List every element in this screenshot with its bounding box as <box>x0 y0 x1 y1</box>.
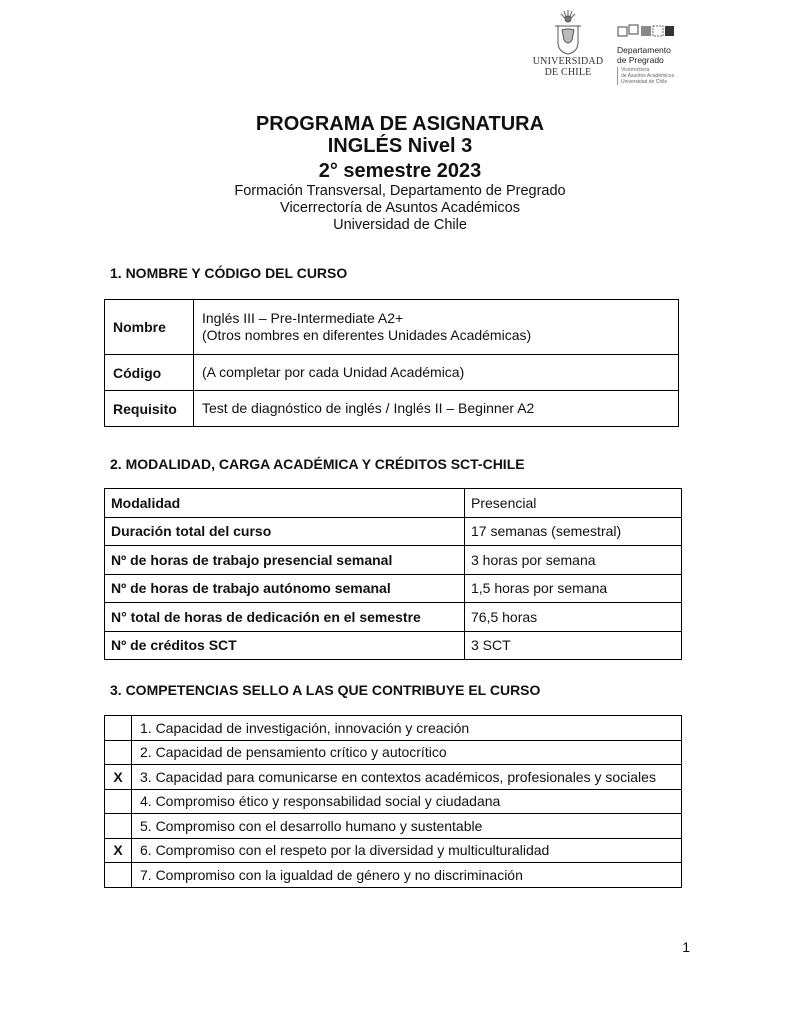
competency-mark <box>105 863 132 888</box>
subtitle-line: Vicerrectoría de Asuntos Académicos <box>280 200 520 216</box>
table-row <box>105 814 682 839</box>
competency-text: 2. Capacidad de pensamiento crítico y autocrítico <box>132 740 682 765</box>
university-crest-icon <box>553 8 583 56</box>
row-label: N° total de horas de dedicación en el semestre <box>105 603 465 632</box>
competency-mark <box>105 814 132 839</box>
table-row <box>105 489 682 518</box>
row-value: (A completar por cada Unidad Académica) <box>194 355 679 391</box>
semester-title: 2° semestre 2023 <box>318 160 482 182</box>
page-number: 1 <box>682 939 690 955</box>
competency-mark <box>105 789 132 814</box>
row-label: Modalidad <box>105 489 465 518</box>
table-row <box>105 603 682 632</box>
table-row <box>105 300 679 355</box>
competency-text: 6. Compromiso con el respeto por la diversidad y multiculturalidad <box>132 838 682 863</box>
row-value: Test de diagnóstico de inglés / Inglés II – Beginner A2 <box>194 391 679 427</box>
table-row <box>105 574 682 603</box>
department-sub-line: de Asuntos Académicos <box>621 73 675 79</box>
row-label: Nº de horas de trabajo autónomo semanal <box>105 574 465 603</box>
competency-mark <box>105 716 132 741</box>
competency-text: 3. Capacidad para comunicarse en contextos académicos, profesionales y sociales <box>132 765 682 790</box>
department-squares-icon <box>617 24 675 38</box>
row-label: Nº de horas de trabajo presencial semanal <box>105 546 465 575</box>
university-name-line: UNIVERSIDAD <box>532 56 604 67</box>
table-row <box>105 631 682 660</box>
row-label: Nombre <box>105 300 194 355</box>
competency-text: 1. Capacidad de investigación, innovación y creación <box>132 716 682 741</box>
competency-mark <box>105 740 132 765</box>
table-row <box>105 546 682 575</box>
table-row <box>105 863 682 888</box>
table-row <box>105 740 682 765</box>
row-label: Código <box>105 355 194 391</box>
competency-text: 7. Compromiso con la igualdad de género y no discriminación <box>132 863 682 888</box>
row-label: Duración total del curso <box>105 517 465 546</box>
table-row <box>105 838 682 863</box>
row-value <box>194 300 679 355</box>
row-value: 3 SCT <box>465 631 682 660</box>
table-row <box>105 716 682 741</box>
row-value: Presencial <box>465 489 682 518</box>
table-row <box>105 355 679 391</box>
competency-text: 4. Compromiso ético y responsabilidad social y ciudadana <box>132 789 682 814</box>
table-row <box>105 517 682 546</box>
competencies-table <box>104 715 682 888</box>
section-heading: 3. COMPETENCIAS SELLO A LAS QUE CONTRIBUYE EL CURSO <box>110 682 541 698</box>
row-label: Requisito <box>105 391 194 427</box>
competency-text: 5. Compromiso con el desarrollo humano y sustentable <box>132 814 682 839</box>
table-row <box>105 765 682 790</box>
row-value: 3 horas por semana <box>465 546 682 575</box>
row-value-line: (Otros nombres en diferentes Unidades Académicas) <box>202 327 532 343</box>
row-value: 17 semanas (semestral) <box>465 517 682 546</box>
document-title: PROGRAMA DE ASIGNATURA <box>255 113 545 135</box>
competency-mark: X <box>105 765 132 790</box>
university-name-line: DE CHILE <box>544 67 592 78</box>
table-row <box>105 391 679 427</box>
row-value-line: Inglés III – Pre-Intermediate A2+ <box>202 310 404 326</box>
department-title-line: Departamento <box>617 45 671 55</box>
row-value: 76,5 horas <box>465 603 682 632</box>
subtitle-line: Formación Transversal, Departamento de Pregrado <box>234 183 566 199</box>
departamento-pregrado-logo <box>617 24 697 84</box>
universidad-de-chile-logo <box>530 8 606 82</box>
row-value: 1,5 horas por semana <box>465 574 682 603</box>
row-label: Nº de créditos SCT <box>105 631 465 660</box>
department-title-line: de Pregrado <box>617 54 664 65</box>
department-sub-line: Universidad de Chile <box>621 79 668 85</box>
course-name-table <box>104 299 679 427</box>
modality-table <box>104 488 682 660</box>
section-heading: 1. NOMBRE Y CÓDIGO DEL CURSO <box>110 265 348 281</box>
section-heading: 2. MODALIDAD, CARGA ACADÉMICA Y CRÉDITOS SCT-CHILE <box>110 456 525 472</box>
department-sub-line: Vicerrectoría <box>621 67 650 73</box>
competency-mark: X <box>105 838 132 863</box>
course-name-title: INGLÉS Nivel 3 <box>327 135 473 157</box>
table-row <box>105 789 682 814</box>
subtitle-line: Universidad de Chile <box>333 217 467 233</box>
